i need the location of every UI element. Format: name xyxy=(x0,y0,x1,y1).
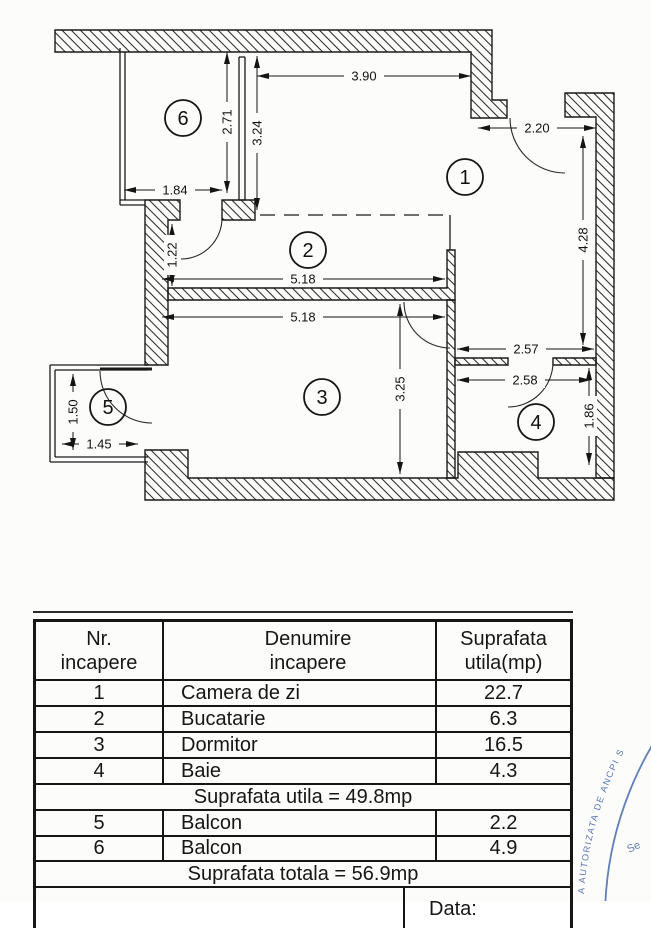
dim-hall-width xyxy=(457,341,594,357)
dim-bath-height xyxy=(581,368,597,465)
cell-area: 22.7 xyxy=(484,681,523,704)
svg-text:1.22: 1.22 xyxy=(164,242,180,268)
svg-text:6: 6 xyxy=(177,108,189,130)
wall-top xyxy=(55,30,507,118)
wall-bath-top-right xyxy=(553,358,596,365)
cell-name: Balcon xyxy=(164,811,437,835)
dim-bedroom-height xyxy=(392,304,408,474)
wall-left xyxy=(145,200,180,365)
svg-text:3.90: 3.90 xyxy=(351,68,377,84)
header-nr-incapere: Nr. incapere xyxy=(36,622,164,679)
svg-text:2.20: 2.20 xyxy=(524,120,550,136)
cell-name: Balcon xyxy=(164,837,437,860)
svg-text:3.25: 3.25 xyxy=(392,376,408,402)
cell-area: 4.9 xyxy=(489,837,518,859)
room-label-2 xyxy=(290,232,326,268)
stamp-arc-text: A AUTORIZATA DE ANCPI S xyxy=(576,746,627,895)
svg-text:1.86: 1.86 xyxy=(581,403,597,429)
room-label-3 xyxy=(304,379,340,415)
svg-text:2.57: 2.57 xyxy=(513,341,539,357)
table-outer-top-border xyxy=(33,611,573,613)
room-label-6 xyxy=(165,100,201,136)
svg-text:2: 2 xyxy=(302,240,314,262)
cell-nr: 6 xyxy=(36,837,164,860)
svg-text:1.84: 1.84 xyxy=(162,182,188,198)
window-room6-room1 xyxy=(239,57,245,200)
svg-text:3: 3 xyxy=(316,387,328,409)
dim-bedroom-width xyxy=(162,309,445,325)
cell-nr: 1 xyxy=(36,681,164,705)
svg-text:5.18: 5.18 xyxy=(290,271,316,287)
room-label-4 xyxy=(518,404,554,440)
svg-text:1.45: 1.45 xyxy=(86,436,112,452)
total-text: Suprafata totala = 56.9mp xyxy=(187,862,419,885)
stamp-circle xyxy=(605,576,651,901)
room-label-5 xyxy=(90,389,126,425)
dim-kitchen-width xyxy=(162,271,445,287)
svg-text:4: 4 xyxy=(530,412,542,434)
table-row xyxy=(36,837,570,862)
dim-living-left-height xyxy=(249,56,265,210)
cell-area: 6.3 xyxy=(489,707,518,730)
bedroom-door-arc xyxy=(404,302,450,348)
cell-area: 2.2 xyxy=(489,811,518,834)
dim-balcony6-width xyxy=(124,182,222,198)
room6-door-arc xyxy=(181,218,222,259)
room-area-table xyxy=(33,619,573,928)
cell-name: Camera de zi xyxy=(164,681,437,705)
footer-data-label: Data: xyxy=(429,897,477,920)
cell-name: Bucatarie xyxy=(164,707,437,731)
svg-text:5.18: 5.18 xyxy=(290,309,316,325)
wall-stub-room6 xyxy=(222,200,255,220)
wall-bedroom-right xyxy=(447,300,455,478)
cell-name: Baie xyxy=(164,759,437,783)
svg-text:2.71: 2.71 xyxy=(219,109,235,135)
svg-text:3.24: 3.24 xyxy=(249,120,265,146)
table-row xyxy=(36,811,570,837)
cell-nr: 2 xyxy=(36,707,164,731)
subtotal-text: Suprafata utila = 49.8mp xyxy=(193,785,413,808)
cell-name: Dormitor xyxy=(164,733,437,757)
header-denumire-incapere: Denumire incapere xyxy=(164,622,437,679)
table-row xyxy=(36,733,570,759)
cell-area: 4.3 xyxy=(489,759,518,782)
table-row xyxy=(36,681,570,707)
table-row xyxy=(36,707,570,733)
dim-balcony5-height xyxy=(65,374,81,450)
dim-living-height xyxy=(575,136,591,345)
dim-bath-width xyxy=(457,372,591,388)
cell-nr: 5 xyxy=(36,811,164,835)
svg-text:5: 5 xyxy=(102,397,114,419)
svg-text:4.28: 4.28 xyxy=(575,227,591,253)
subtotal-row xyxy=(36,785,570,811)
svg-text:1: 1 xyxy=(459,167,471,189)
table-header-row xyxy=(36,622,570,681)
dim-balcony6-height xyxy=(219,52,235,193)
svg-text:1.50: 1.50 xyxy=(65,399,81,425)
header-suprafata-utila: Suprafata utila(mp) xyxy=(460,627,547,674)
balcony6-walls xyxy=(120,48,145,205)
svg-text:2.58: 2.58 xyxy=(512,372,538,388)
cell-nr: 4 xyxy=(36,759,164,783)
footer-empty-cell xyxy=(36,888,405,928)
dim-entry-width xyxy=(478,120,596,136)
footer-row xyxy=(36,888,570,928)
stamp-inner-text: Se xyxy=(625,839,643,856)
room-label-1 xyxy=(447,159,483,195)
cell-nr: 3 xyxy=(36,733,164,757)
dim-top-width xyxy=(257,68,471,84)
wall-bath-top-left xyxy=(455,358,508,365)
table-row xyxy=(36,759,570,785)
wall-bottom xyxy=(145,450,614,500)
total-row xyxy=(36,862,570,888)
cell-area: 16.5 xyxy=(484,733,523,756)
